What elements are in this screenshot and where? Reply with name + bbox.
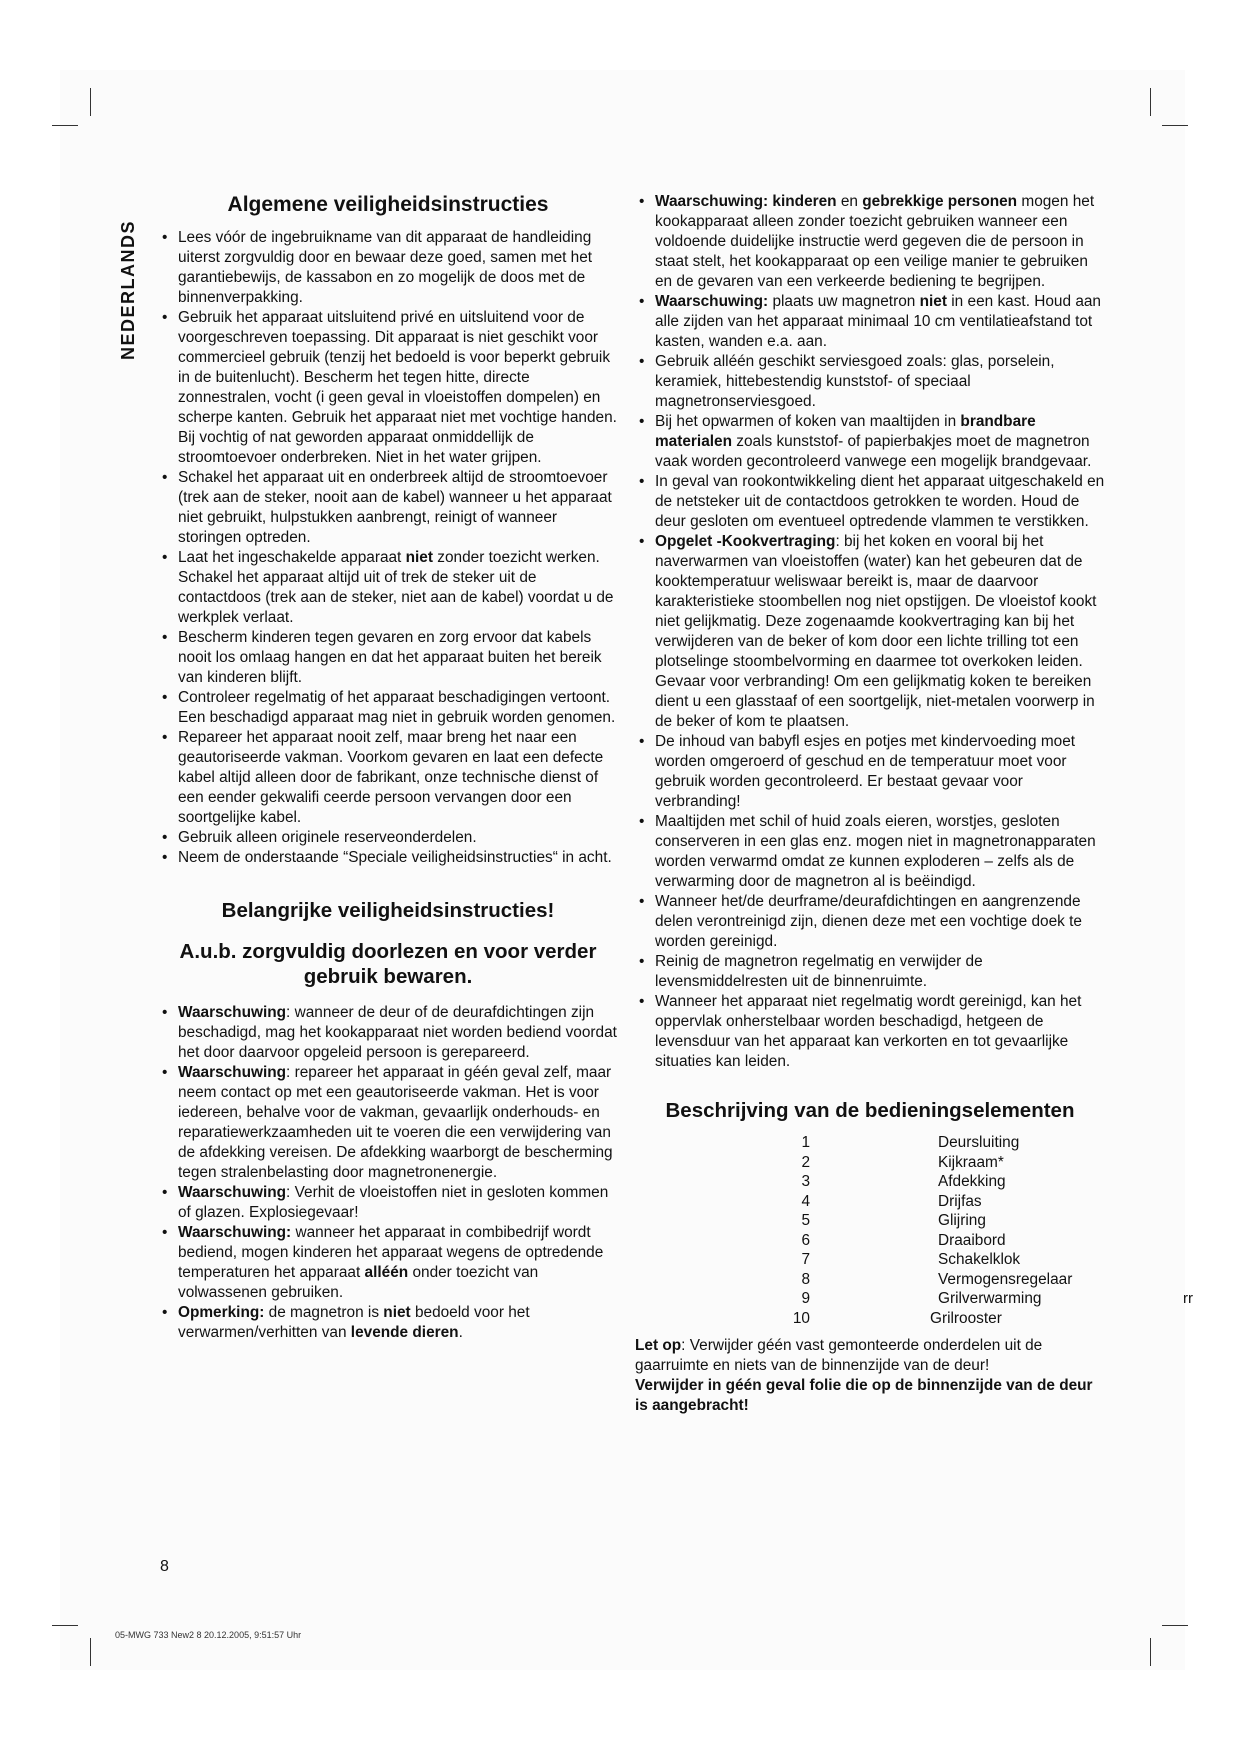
list-item: • Waarschuwing: repareer het apparaat in géén geval zelf, maar neem contact op met een geautoriseerde vakman. Het is voor iedereen, behalve voor de vakman, gevaarlijk onderhouds- en reparatiewerkzaamheden uit te voeren die een verwijdering van de afdekking vereisen. De afdekking waarborgt de bescherming tegen stralenbelasting door magnetronenergie.: [158, 1063, 618, 1183]
list-item: • Schakel het apparaat uit en onderbreek altijd de stroomtoevoer (trek aan de steker, nooit aan de kabel) wanneer u het apparaat niet gebruikt, hulpstukken aanbrengt, reinigt of wanneer storingen optreden.: [158, 468, 618, 548]
control-number: 7: [801, 1251, 810, 1268]
control-name: Glijring: [938, 1212, 986, 1229]
list-item: • Repareer het apparaat nooit zelf, maar breng het naar een geautoriseerde vakman. Voorkom gevaren en laat een defecte kabel altijd alleen door de fabrikant, onze technische dienst of een eender gekwalifi ceerde persoon vervangen door een soortgelijke kabel.: [158, 728, 618, 828]
control-name: Draaibord: [938, 1231, 1006, 1249]
list-item: • Opgelet -Kookvertraging: bij het koken en vooral bij het naverwarmen van vloeistoffen (water) kan het gebeuren dat de kooktemperatuur weliswaar bereikt is, maar de daarvoor karakteristieke stoombellen nog niet opstijgen. De vloeistof kookt niet gelijkmatig. Deze zogenaamde kookvertraging kan bij het verwijderen van de beker of kom door een lichte trilling tot een plotselinge stoombelvorming en daarmee tot overkoken leiden. Gevaar voor verbranding! Om een gelijkmatig koken te bereiken dient u een glasstaaf of een soortgelijk, niet-metalen voorwerp in de beker of kom te plaatsen.: [635, 532, 1105, 732]
attention-note-bold: Verwijder in géén geval folie die op de binnenzijde van de deur is aangebracht!: [635, 1377, 1093, 1414]
control-number: 5: [801, 1212, 810, 1229]
control-name: Kijkraam*: [938, 1153, 1004, 1171]
crop-mark: [1150, 88, 1151, 116]
important-safety-title: Belangrijke veiligheidsinstructies!: [221, 899, 555, 922]
control-name: Afdekking: [938, 1173, 1006, 1190]
control-name: Schakelklok: [938, 1251, 1021, 1268]
page-number: 8: [160, 1558, 169, 1575]
control-row: [635, 1211, 1105, 1231]
list-item: • Gebruik alleen originele reserveonderdelen.: [158, 828, 618, 848]
right-column: [635, 192, 1105, 1416]
control-row: [635, 1192, 1105, 1212]
control-row: [635, 1270, 1105, 1290]
control-number: 9: [801, 1290, 810, 1307]
control-number: 2: [801, 1153, 810, 1171]
list-item: • Neem de onderstaande “Speciale veiligheidsinstructies“ in acht.: [158, 848, 618, 868]
list-item: • Maaltijden met schil of huid zoals eieren, worstjes, gesloten conserveren in een glas enz. mogen niet in magnetronapparaten worden verwarmd omdat ze kunnen exploderen – zelfs als de verwarming door de magnetron al is beëindigd.: [635, 812, 1105, 892]
list-item: • Waarschuwing: plaats uw magnetron niet in een kast. Houd aan alle zijden van het apparaat minimaal 10 cm ventilatieafstand tot kasten, wanden e.a. aan.: [635, 292, 1105, 352]
control-row: [635, 1133, 1105, 1153]
list-item: • Bij het opwarmen of koken van maaltijden in brandbare materialen zoals kunststof- of papierbakjes moet de magnetron vaak worden gecontroleerd vanwege een mogelijk brandgevaar.: [635, 412, 1105, 472]
attention-note: Let op: Verwijder géén vast gemonteerde onderdelen uit de gaarruimte en niets van de binnenzijde van de deur! Verwijder in géén geval folie die op de binnenzijde van de deur is aangebracht!: [635, 1337, 1093, 1414]
control-row: [635, 1250, 1105, 1270]
control-name: Deursluiting: [938, 1134, 1020, 1151]
control-row: [635, 1231, 1105, 1251]
control-number: 10: [792, 1309, 810, 1327]
edge-mark: rr: [1183, 1290, 1193, 1307]
control-name: Grilrooster: [930, 1309, 1002, 1327]
list-item: • Laat het ingeschakelde apparaat niet zonder toezicht werken. Schakel het apparaat altijd uit of trek de steker uit de contactdoos (trek aan de steker, niet aan de kabel) voordat u de werkplek verlaat.: [158, 548, 618, 628]
controls-list: [635, 1133, 1105, 1328]
side-language-label: NEDERLANDS: [118, 219, 138, 360]
control-number: 8: [801, 1270, 810, 1288]
control-name: Grilverwarming: [938, 1290, 1042, 1307]
list-item: • Gebruik het apparaat uitsluitend privé en uitsluitend voor de voorgeschreven toepassing. Dit apparaat is niet geschikt voor commercieel gebruik (tenzij het bedoeld is voor beperkt gebruik in de buitenlucht). Bescherm het tegen hitte, directe zonnestralen, vocht (i geen geval in vloeistoffen dompelen) en scherpe kanten. Gebruik het apparaat niet met vochtige handen. Bij vochtig of nat geworden apparaat onmiddellijk de stroomtoevoer onderbreken. Niet in het water grijpen.: [158, 308, 618, 468]
crop-mark: [1150, 1638, 1151, 1666]
list-item: • De inhoud van babyfl esjes en potjes met kindervoeding moet worden omgeroerd of geschud en de temperatuur moet voor gebruik worden gecontroleerd. Er bestaat gevaar voor verbranding!: [635, 732, 1105, 812]
list-item: • Opmerking: de magnetron is niet bedoeld voor het verwarmen/verhitten van levende dieren.: [158, 1303, 618, 1343]
control-number: 4: [801, 1192, 810, 1210]
list-item: • Bescherm kinderen tegen gevaren en zorg ervoor dat kabels nooit los omlaag hangen en dat het apparaat buiten het bereik van kinderen blijft.: [158, 628, 618, 688]
control-name: Drijfas: [938, 1192, 982, 1210]
list-item: • Gebruik alléén geschikt serviesgoed zoals: glas, porselein, keramiek, hittebestendig kunststof- of speciaal magnetronserviesgoed.: [635, 352, 1105, 412]
list-item: • Reinig de magnetron regelmatig en verwijder de levensmiddelresten uit de binnenruimte.: [635, 952, 1105, 992]
list-item: • Lees vóór de ingebruikname van dit apparaat de handleiding uiterst zorgvuldig door en bewaar deze goed, samen met het garantiebewijs, de kassabon en zo mogelijk de doos met de binnenverpakking.: [158, 228, 618, 308]
list-item: • Waarschuwing: kinderen en gebrekkige personen mogen het kookapparaat alleen zonder toezicht gebruiken wanneer een voldoende duidelijke instructie werd gegeven die de persoon in staat stelt, het kookapparaat op een veilige manier te gebruiken en de gevaren van een verkeerde bediening te begrijpen.: [635, 192, 1105, 292]
control-number: 3: [801, 1173, 810, 1190]
list-item: • Waarschuwing: wanneer de deur of de deurafdichtingen zijn beschadigd, mag het kookapparaat niet worden bediend voordat het door daarvoor opgeleid persoon is gerepareerd.: [158, 1003, 618, 1063]
control-row: [635, 1289, 1105, 1309]
control-row: [635, 1309, 1105, 1329]
controls-title: Beschrijving van de bedieningselementen: [665, 1099, 1075, 1122]
list-item: • Wanneer het/de deurframe/deurafdichtingen en aangrenzende delen verontreinigd zijn, dienen deze met een vochtige doek te worden gereinigd.: [635, 892, 1105, 952]
control-name: Vermogensregelaar: [938, 1270, 1073, 1288]
print-footer: 05-MWG 733 New2 8 20.12.2005, 9:51:57 Uhr: [115, 1630, 302, 1640]
list-item: • Waarschuwing: wanneer het apparaat in combibedrijf wordt bediend, mogen kinderen het apparaat wegens de optredende temperaturen het apparaat alléén onder toezicht van volwassenen gebruiken.: [158, 1223, 618, 1303]
list-item: • Waarschuwing: Verhit de vloeistoffen niet in gesloten kommen of glazen. Explosiegevaar!: [158, 1183, 618, 1223]
general-safety-list: [158, 228, 618, 868]
read-carefully-title: A.u.b. zorgvuldig doorlezen en voor verder gebruik bewaren.: [179, 940, 597, 988]
crop-mark: [90, 88, 91, 116]
list-item: • Wanneer het apparaat niet regelmatig wordt gereinigd, kan het oppervlak onherstelbaar worden beschadigd, hetgeen de levensduur van het apparaat kan verkorten en tot gevaarlijke situaties kan leiden.: [635, 992, 1105, 1072]
warnings-list: [158, 1003, 618, 1343]
crop-mark: [90, 1638, 91, 1666]
general-safety-title: Algemene veiligheidsinstructies: [227, 193, 549, 216]
crop-mark: [1162, 1625, 1188, 1626]
control-number: 6: [801, 1231, 810, 1249]
left-column: [158, 192, 618, 1343]
list-item: • Controleer regelmatig of het apparaat beschadigingen vertoont. Een beschadigd apparaat mag niet in gebruik worden genomen.: [158, 688, 618, 728]
control-row: [635, 1153, 1105, 1173]
list-item: • In geval van rookontwikkeling dient het apparaat uitgeschakeld en de netsteker uit de contactdoos getrokken te worden. Houd de deur gesloten om eventueel optredende vlammen te verstikken.: [635, 472, 1105, 532]
control-row: [635, 1172, 1105, 1192]
special-safety-list: [635, 192, 1105, 1072]
crop-mark: [52, 1625, 78, 1626]
control-number: 1: [801, 1134, 810, 1151]
crop-mark: [1162, 125, 1188, 126]
crop-mark: [52, 125, 78, 126]
